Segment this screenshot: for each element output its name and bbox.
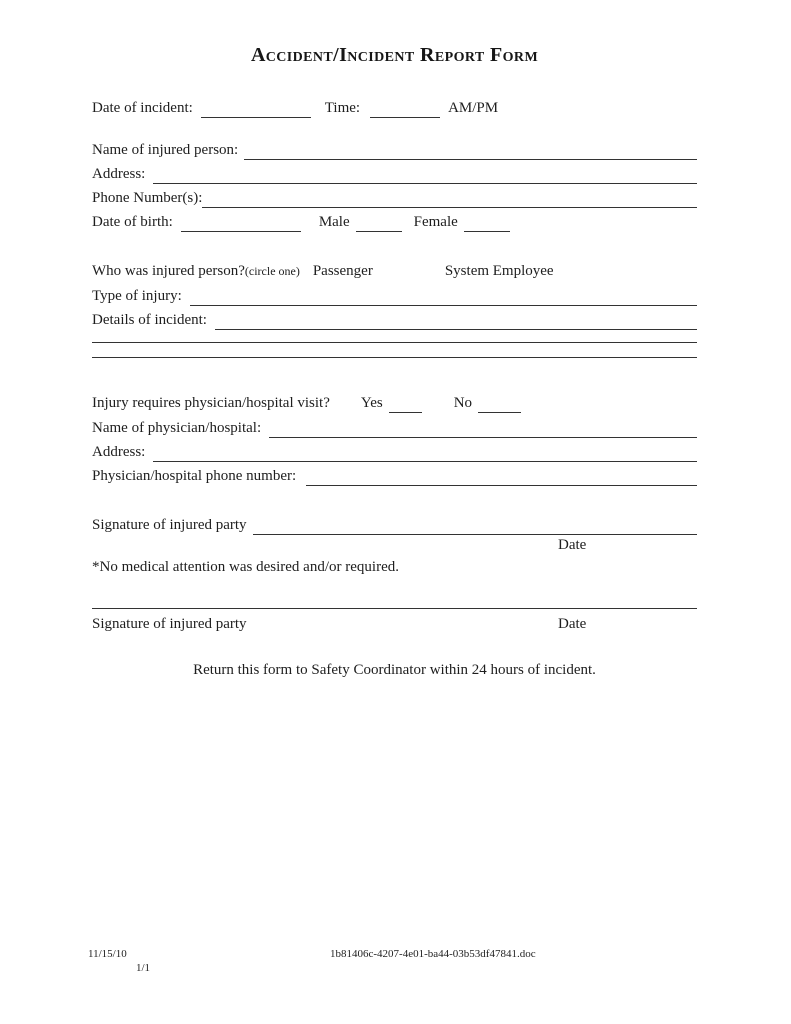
female-label: Female bbox=[413, 214, 458, 230]
signature-field-2[interactable] bbox=[92, 577, 697, 609]
footer-filename: 1b81406c-4207-4e01-ba44-03b53df47841.doc bbox=[330, 948, 536, 960]
visit-yes-label: Yes bbox=[360, 395, 383, 411]
physician-address-row bbox=[92, 442, 697, 462]
form-content bbox=[92, 0, 697, 679]
injured-phone-label: Phone Number(s): bbox=[92, 190, 203, 206]
no-medical-note: *No medical attention was desired and/or required. bbox=[92, 559, 399, 575]
date-of-incident-label: Date of incident: bbox=[92, 100, 193, 116]
date-of-incident-field[interactable] bbox=[201, 101, 311, 118]
visit-no-field[interactable] bbox=[478, 396, 521, 413]
injured-address-field[interactable] bbox=[153, 167, 697, 184]
dob-label: Date of birth: bbox=[92, 214, 173, 230]
no-medical-note-row bbox=[92, 557, 697, 577]
injury-type-row bbox=[92, 286, 697, 306]
footer-date: 11/15/10 bbox=[88, 948, 127, 960]
return-instruction: Return this form to Safety Coordinator within 24 hours of incident. bbox=[193, 662, 596, 678]
time-label: Time: bbox=[324, 100, 361, 116]
physician-visit-row bbox=[92, 393, 697, 413]
injured-address-label: Address: bbox=[92, 166, 146, 182]
who-injured-row bbox=[92, 261, 697, 281]
date-label-1: Date bbox=[558, 537, 587, 553]
physician-phone-row bbox=[92, 466, 697, 486]
details-label: Details of incident: bbox=[92, 312, 207, 328]
option-passenger[interactable]: Passenger bbox=[312, 263, 373, 279]
physician-name-label: Name of physician/hospital: bbox=[92, 420, 262, 436]
signature-label-2: Signature of injured party bbox=[92, 616, 247, 632]
physician-address-label: Address: bbox=[92, 444, 146, 460]
time-field[interactable] bbox=[370, 101, 440, 118]
details-field-line-1[interactable] bbox=[215, 313, 697, 330]
physician-visit-question: Injury requires physician/hospital visit? bbox=[92, 395, 330, 411]
signature-field-1[interactable] bbox=[253, 518, 697, 535]
details-field-line-2[interactable] bbox=[92, 330, 697, 343]
injured-phone-field[interactable] bbox=[202, 191, 697, 208]
signature-label-1: Signature of injured party bbox=[92, 517, 247, 533]
dob-field[interactable] bbox=[181, 215, 301, 232]
injury-type-field[interactable] bbox=[190, 289, 697, 306]
physician-address-field[interactable] bbox=[153, 445, 697, 462]
details-row bbox=[92, 310, 697, 330]
injured-phone-row bbox=[92, 188, 697, 208]
female-field[interactable] bbox=[464, 215, 510, 232]
physician-name-field[interactable] bbox=[269, 421, 697, 438]
visit-yes-field[interactable] bbox=[389, 396, 422, 413]
signature-row-1 bbox=[92, 515, 697, 535]
date-label-2: Date bbox=[558, 616, 587, 632]
injured-name-row bbox=[92, 140, 697, 160]
option-system-employee[interactable]: System Employee bbox=[444, 263, 554, 279]
incident-date-time-row bbox=[92, 98, 697, 118]
footer-page-number: 1/1 bbox=[136, 962, 151, 974]
who-injured-label: Who was injured person? bbox=[92, 263, 245, 279]
injured-address-row bbox=[92, 164, 697, 184]
physician-name-row bbox=[92, 418, 697, 438]
page-title: Accident/Incident Report Form bbox=[250, 44, 539, 66]
dob-row bbox=[92, 212, 697, 232]
male-field[interactable] bbox=[356, 215, 402, 232]
details-field-line-3[interactable] bbox=[92, 343, 697, 358]
signature-date-row-1 bbox=[92, 535, 697, 555]
circle-one-label: (circle one) bbox=[244, 264, 300, 278]
ampm-label: AM/PM bbox=[448, 100, 499, 116]
injured-name-field[interactable] bbox=[244, 143, 697, 160]
physician-phone-label: Physician/hospital phone number: bbox=[92, 468, 297, 484]
injury-type-label: Type of injury: bbox=[92, 288, 182, 304]
injured-name-label: Name of injured person: bbox=[92, 142, 239, 158]
physician-phone-field[interactable] bbox=[306, 469, 697, 486]
male-label: Male bbox=[318, 214, 350, 230]
signature-row-2 bbox=[92, 614, 697, 634]
visit-no-label: No bbox=[453, 395, 473, 411]
